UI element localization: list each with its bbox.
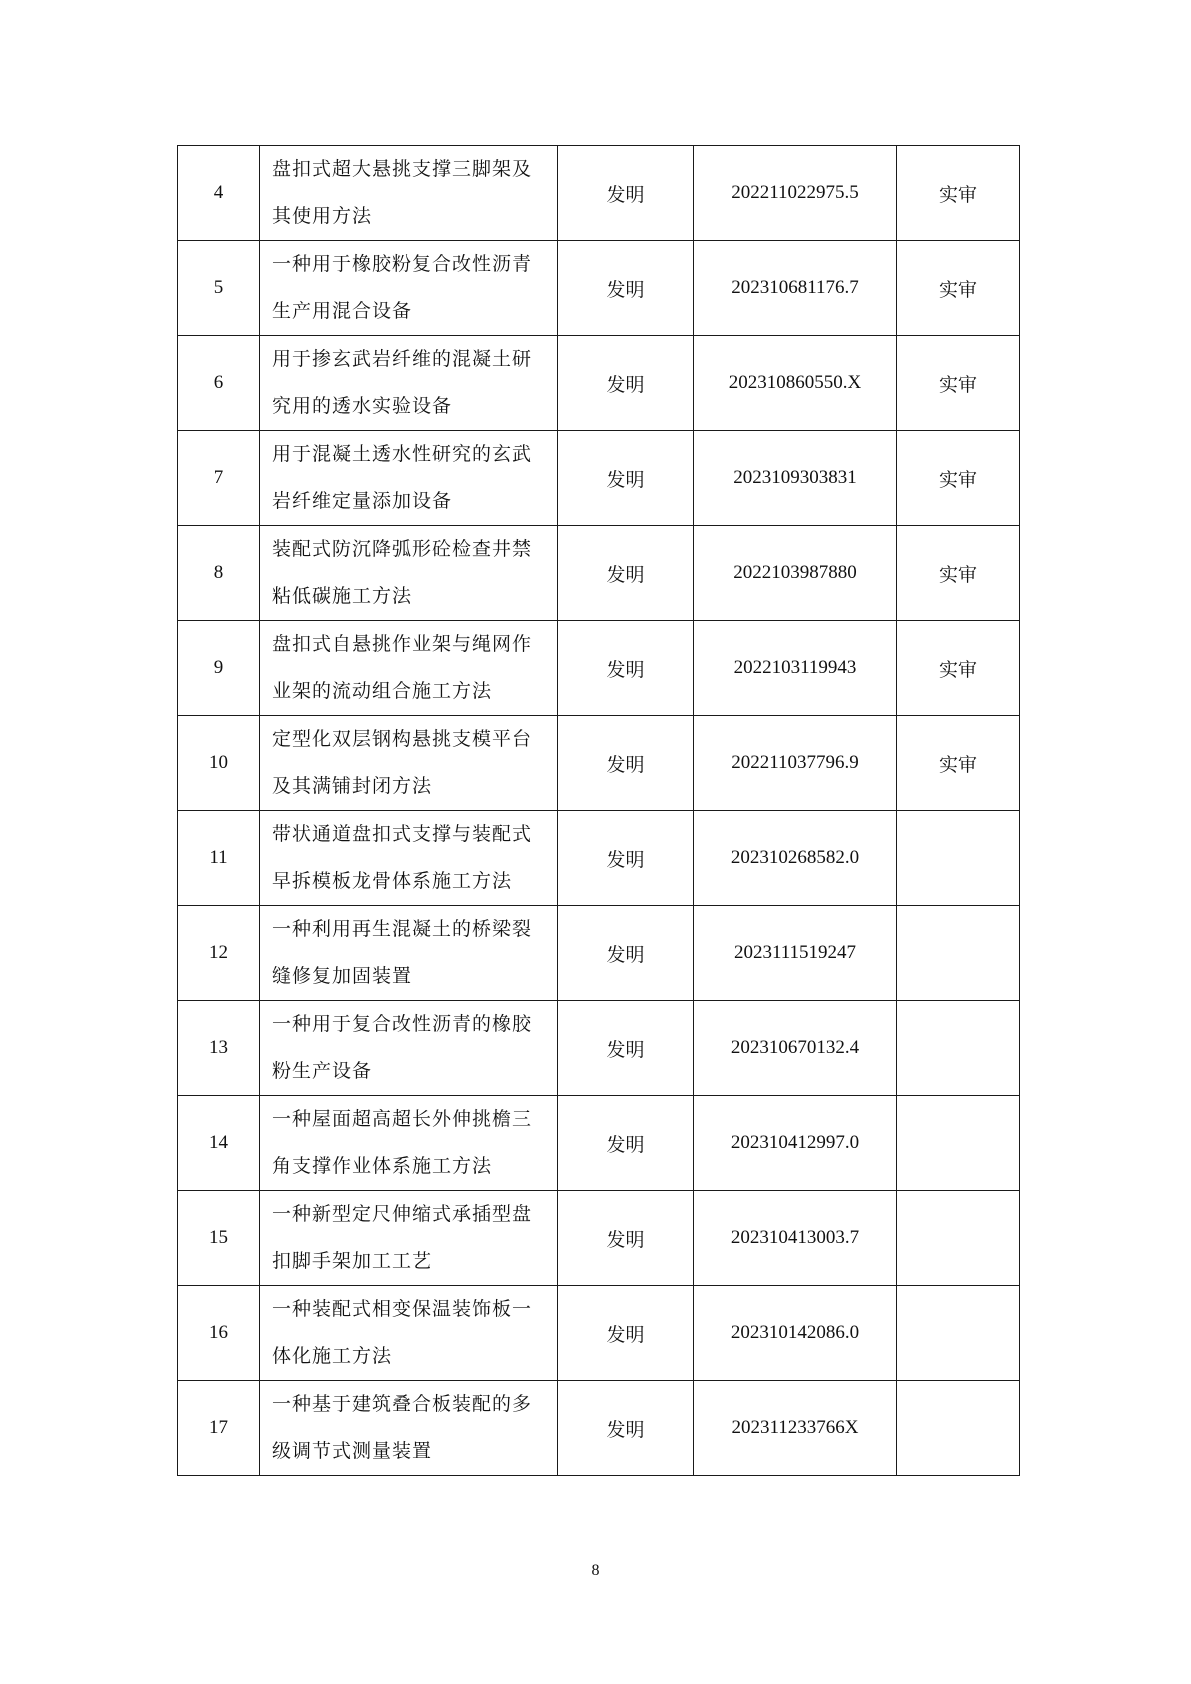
patent-number-cell: 202310142086.0 bbox=[694, 1286, 897, 1381]
patent-name-cell: 装配式防沉降弧形砼检查井禁粘低碳施工方法 bbox=[260, 526, 558, 621]
patent-number-cell: 202310268582.0 bbox=[694, 811, 897, 906]
table-row bbox=[178, 1381, 1020, 1476]
patent-status-cell: 实审 bbox=[897, 526, 1020, 621]
patent-table-body bbox=[178, 146, 1020, 1476]
patent-number-cell: 202310681176.7 bbox=[694, 241, 897, 336]
patent-type-cell: 发明 bbox=[558, 241, 694, 336]
row-number-cell: 16 bbox=[178, 1286, 260, 1381]
patent-status-cell: 实审 bbox=[897, 241, 1020, 336]
table-row bbox=[178, 1096, 1020, 1191]
patent-type-cell: 发明 bbox=[558, 526, 694, 621]
patent-type-cell: 发明 bbox=[558, 1191, 694, 1286]
table-row bbox=[178, 906, 1020, 1001]
patent-type-cell: 发明 bbox=[558, 336, 694, 431]
patent-name-cell: 一种用于橡胶粉复合改性沥青生产用混合设备 bbox=[260, 241, 558, 336]
patent-number-cell: 2023111519247 bbox=[694, 906, 897, 1001]
row-number-cell: 6 bbox=[178, 336, 260, 431]
patent-name-cell: 一种用于复合改性沥青的橡胶粉生产设备 bbox=[260, 1001, 558, 1096]
patent-status-cell bbox=[897, 1381, 1020, 1476]
table-row bbox=[178, 811, 1020, 906]
row-number-cell: 13 bbox=[178, 1001, 260, 1096]
patent-name-cell: 盘扣式超大悬挑支撑三脚架及其使用方法 bbox=[260, 146, 558, 241]
patent-status-cell: 实审 bbox=[897, 621, 1020, 716]
patent-status-cell: 实审 bbox=[897, 146, 1020, 241]
patent-type-cell: 发明 bbox=[558, 621, 694, 716]
patent-name-cell: 一种屋面超高超长外伸挑檐三角支撑作业体系施工方法 bbox=[260, 1096, 558, 1191]
row-number-cell: 4 bbox=[178, 146, 260, 241]
patent-status-cell bbox=[897, 1191, 1020, 1286]
patent-status-cell: 实审 bbox=[897, 716, 1020, 811]
patent-number-cell: 202311233766X bbox=[694, 1381, 897, 1476]
row-number-cell: 15 bbox=[178, 1191, 260, 1286]
patent-status-cell: 实审 bbox=[897, 336, 1020, 431]
patent-type-cell: 发明 bbox=[558, 431, 694, 526]
patent-status-cell bbox=[897, 906, 1020, 1001]
patent-name-cell: 带状通道盘扣式支撑与装配式早拆模板龙骨体系施工方法 bbox=[260, 811, 558, 906]
patent-status-cell bbox=[897, 1001, 1020, 1096]
table-row bbox=[178, 1001, 1020, 1096]
row-number-cell: 10 bbox=[178, 716, 260, 811]
patent-number-cell: 202310412997.0 bbox=[694, 1096, 897, 1191]
patent-table bbox=[177, 145, 1020, 1476]
patent-type-cell: 发明 bbox=[558, 146, 694, 241]
table-row bbox=[178, 1286, 1020, 1381]
table-row bbox=[178, 431, 1020, 526]
table-row bbox=[178, 716, 1020, 811]
patent-type-cell: 发明 bbox=[558, 1001, 694, 1096]
table-row bbox=[178, 241, 1020, 336]
patent-name-cell: 用于混凝土透水性研究的玄武岩纤维定量添加设备 bbox=[260, 431, 558, 526]
patent-name-cell: 一种利用再生混凝土的桥梁裂缝修复加固装置 bbox=[260, 906, 558, 1001]
patent-type-cell: 发明 bbox=[558, 906, 694, 1001]
patent-name-cell: 定型化双层钢构悬挑支模平台及其满铺封闭方法 bbox=[260, 716, 558, 811]
row-number-cell: 5 bbox=[178, 241, 260, 336]
patent-name-cell: 一种基于建筑叠合板装配的多级调节式测量装置 bbox=[260, 1381, 558, 1476]
patent-type-cell: 发明 bbox=[558, 811, 694, 906]
row-number-cell: 11 bbox=[178, 811, 260, 906]
table-row bbox=[178, 146, 1020, 241]
row-number-cell: 12 bbox=[178, 906, 260, 1001]
row-number-cell: 7 bbox=[178, 431, 260, 526]
page-number: 8 bbox=[591, 1562, 600, 1579]
row-number-cell: 8 bbox=[178, 526, 260, 621]
table-row bbox=[178, 621, 1020, 716]
row-number-cell: 9 bbox=[178, 621, 260, 716]
patent-name-cell: 一种装配式相变保温装饰板一体化施工方法 bbox=[260, 1286, 558, 1381]
patent-status-cell bbox=[897, 1286, 1020, 1381]
patent-number-cell: 202310413003.7 bbox=[694, 1191, 897, 1286]
patent-type-cell: 发明 bbox=[558, 1096, 694, 1191]
patent-name-cell: 盘扣式自悬挑作业架与绳网作业架的流动组合施工方法 bbox=[260, 621, 558, 716]
patent-number-cell: 202310860550.X bbox=[694, 336, 897, 431]
patent-status-cell: 实审 bbox=[897, 431, 1020, 526]
row-number-cell: 17 bbox=[178, 1381, 260, 1476]
table-row bbox=[178, 526, 1020, 621]
patent-number-cell: 202310670132.4 bbox=[694, 1001, 897, 1096]
patent-type-cell: 发明 bbox=[558, 716, 694, 811]
patent-status-cell bbox=[897, 811, 1020, 906]
table-row bbox=[178, 336, 1020, 431]
patent-type-cell: 发明 bbox=[558, 1381, 694, 1476]
patent-name-cell: 一种新型定尺伸缩式承插型盘扣脚手架加工工艺 bbox=[260, 1191, 558, 1286]
patent-number-cell: 2023109303831 bbox=[694, 431, 897, 526]
patent-number-cell: 202211037796.9 bbox=[694, 716, 897, 811]
patent-number-cell: 2022103987880 bbox=[694, 526, 897, 621]
patent-number-cell: 2022103119943 bbox=[694, 621, 897, 716]
patent-number-cell: 202211022975.5 bbox=[694, 146, 897, 241]
patent-type-cell: 发明 bbox=[558, 1286, 694, 1381]
patent-status-cell bbox=[897, 1096, 1020, 1191]
table-row bbox=[178, 1191, 1020, 1286]
patent-name-cell: 用于掺玄武岩纤维的混凝土研究用的透水实验设备 bbox=[260, 336, 558, 431]
row-number-cell: 14 bbox=[178, 1096, 260, 1191]
